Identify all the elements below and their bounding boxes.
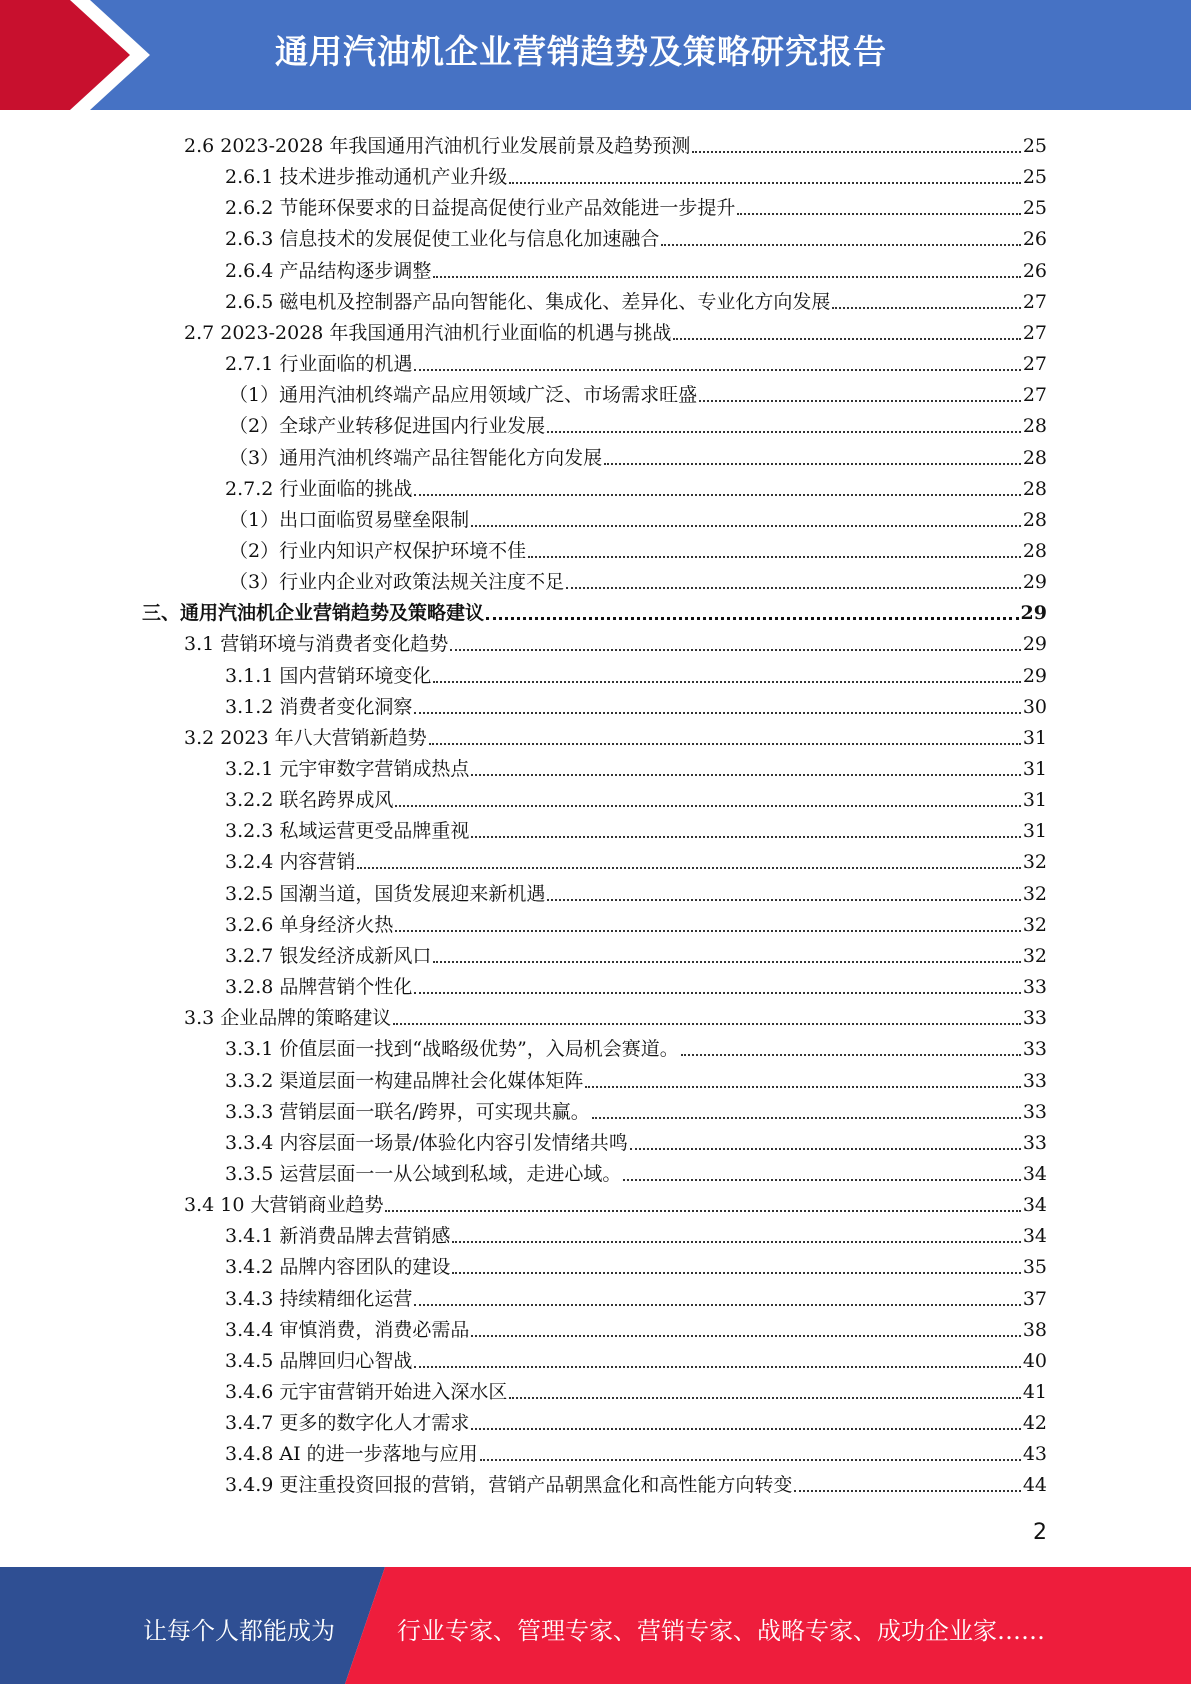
toc-entry-title: 3.2.3 私域运营更受品牌重视 [225, 820, 470, 843]
toc-entry-title: 3.3.3 营销层面一联名/跨界，可实现共赢。 [225, 1100, 590, 1123]
toc-entry-page: 27 [1022, 384, 1047, 407]
toc-entry-title: 3.4.3 持续精细化运营 [225, 1287, 413, 1310]
toc-entry-page: 25 [1022, 166, 1047, 189]
toc-entry-title: 2.6.1 技术进步推动通机产业升级 [225, 166, 508, 189]
toc-entry-title: 3.4.5 品牌回归心智战 [225, 1349, 413, 1372]
toc-entry[interactable] [225, 1093, 1047, 1124]
toc-entry-page: 34 [1022, 1194, 1047, 1217]
toc-entry-page: 31 [1022, 820, 1047, 843]
page-number: 2 [1033, 1520, 1047, 1545]
toc-dot-leader [450, 648, 1021, 651]
toc-entry-page: 28 [1022, 539, 1047, 562]
toc-entry[interactable] [225, 812, 1047, 843]
toc-entry[interactable] [229, 439, 1047, 470]
toc-dot-leader [395, 929, 1020, 932]
toc-entry[interactable] [184, 625, 1047, 656]
toc-entry[interactable] [229, 407, 1047, 438]
toc-entry[interactable] [225, 1280, 1047, 1311]
toc-entry-title: 2.7.1 行业面临的机遇 [225, 353, 413, 376]
toc-entry-title: 3.1.2 消费者变化洞察 [225, 695, 413, 718]
toc-entry[interactable] [225, 750, 1047, 781]
toc-entry-page: 29 [1022, 633, 1047, 656]
toc-entry[interactable] [225, 1155, 1047, 1186]
toc-dot-leader [393, 1022, 1021, 1025]
toc-entry-page: 34 [1022, 1162, 1047, 1185]
toc-dot-leader [592, 1116, 1021, 1119]
toc-entry-title: 2.6.4 产品结构逐步调整 [225, 259, 432, 282]
toc-dot-leader [414, 493, 1020, 496]
toc-entry-page: 27 [1022, 353, 1047, 376]
toc-entry-page: 32 [1022, 913, 1047, 936]
toc-entry-page: 26 [1022, 259, 1047, 282]
toc-dot-leader [566, 586, 1021, 589]
toc-entry-title: 3.2 2023 年八大营销新趋势 [184, 726, 427, 749]
toc-entry-title: 2.7.2 行业面临的挑战 [225, 477, 413, 500]
page-footer [0, 1567, 1191, 1684]
footer-slogan-left: 让每个人都能成为 [143, 1617, 335, 1645]
toc-entry-page: 32 [1022, 851, 1047, 874]
toc-entry-page: 25 [1022, 135, 1047, 157]
toc-entry[interactable] [225, 252, 1047, 283]
toc-dot-leader [471, 835, 1020, 838]
toc-entry-title: 3.4.9 更注重投资回报的营销，营销产品朝黑盒化和高性能方向转变 [225, 1474, 793, 1497]
toc-entry-page: 27 [1022, 290, 1047, 313]
toc-entry-title: 3.2.1 元宇审数字营销成热点 [225, 758, 470, 780]
toc-dot-leader [547, 430, 1021, 433]
toc-entry-title: 3.2.4 内容营销 [225, 851, 356, 874]
toc-entry-page: 31 [1022, 789, 1047, 812]
toc-entry-title: 3.3.5 运营层面一一从公域到私域，走进心域。 [225, 1162, 622, 1185]
toc-entry-page: 42 [1022, 1412, 1047, 1435]
toc-entry[interactable] [225, 1124, 1047, 1155]
toc-entry-title: 三、通用汽油机企业营销趋势及策略建议 [142, 602, 485, 625]
toc-entry[interactable] [225, 1062, 1047, 1093]
toc-entry[interactable] [225, 470, 1047, 501]
toc-entry-page: 44 [1022, 1474, 1047, 1497]
toc-entry-title: （2）全球产业转移促进国内行业发展 [229, 415, 546, 438]
toc-entry-title: 2.6.2 节能环保要求的日益提高促使行业产品效能进一步提升 [225, 197, 736, 220]
toc-entry[interactable] [225, 1248, 1047, 1279]
toc-entry[interactable] [184, 127, 1047, 158]
toc-entry-page: 34 [1022, 1225, 1047, 1248]
toc-entry-page: 43 [1022, 1443, 1047, 1466]
toc-entry-page: 32 [1022, 944, 1047, 967]
toc-dot-leader [623, 1178, 1020, 1181]
toc-entry-page: 29 [1022, 571, 1047, 594]
toc-entry-title: 2.6.3 信息技术的发展促使工业化与信息化加速融合 [225, 228, 660, 251]
toc-entry[interactable] [225, 1373, 1047, 1404]
toc-dot-leader [699, 399, 1021, 402]
toc-dot-leader [681, 1053, 1021, 1056]
toc-entry-title: 2.7 2023-2028 年我国通用汽油机行业面临的机遇与挑战 [184, 321, 672, 344]
toc-entry-title: 3.2.7 银发经济成新风口 [225, 944, 432, 967]
toc-dot-leader [692, 150, 1020, 153]
toc-entry[interactable] [225, 1435, 1047, 1466]
toc-dot-leader [395, 804, 1020, 807]
toc-dot-leader [661, 243, 1020, 246]
toc-entry[interactable] [225, 1217, 1047, 1248]
toc-entry[interactable] [225, 968, 1047, 999]
toc-entry-title: 3.2.8 品牌营销个性化 [225, 976, 413, 999]
toc-entry-title: （2）行业内知识产权保护环境不佳 [229, 539, 527, 562]
toc-entry[interactable] [184, 314, 1047, 345]
toc-entry-page: 40 [1022, 1349, 1047, 1372]
toc-dot-leader [471, 1427, 1020, 1430]
toc-entry-page: 28 [1022, 415, 1047, 438]
toc-entry[interactable] [225, 906, 1047, 937]
toc-entry[interactable] [229, 501, 1047, 532]
toc-entry-title: （1）通用汽油机终端产品应用领域广泛、市场需求旺盛 [229, 384, 698, 407]
toc-entry[interactable] [225, 283, 1047, 314]
toc-dot-leader [385, 1209, 1020, 1212]
toc-dot-leader [480, 1458, 1021, 1461]
toc-entry-page: 37 [1022, 1287, 1047, 1310]
toc-dot-leader [486, 616, 1019, 620]
toc-entry-title: 2.6.5 磁电机及控制器产品向智能化、集成化、差异化、专业化方向发展 [225, 290, 831, 313]
toc-entry-title: 3.1 营销环境与消费者变化趋势 [184, 633, 449, 656]
toc-entry-title: 3.3.2 渠道层面一构建品牌社会化媒体矩阵 [225, 1069, 584, 1092]
toc-entry[interactable] [225, 875, 1047, 906]
toc-entry[interactable] [184, 719, 1047, 750]
toc-dot-leader [471, 1334, 1020, 1337]
toc-entry-page: 33 [1022, 1069, 1047, 1092]
toc-dot-leader [414, 368, 1020, 371]
toc-entry[interactable] [225, 781, 1047, 812]
toc-entry-page: 33 [1022, 976, 1047, 999]
toc-entry[interactable] [225, 1342, 1047, 1373]
toc-dot-leader [452, 1271, 1020, 1274]
toc-dot-leader [452, 1240, 1020, 1243]
toc-dot-leader [414, 1303, 1020, 1306]
toc-entry[interactable] [225, 345, 1047, 376]
toc-entry[interactable] [225, 1030, 1047, 1061]
toc-entry-title: 3.4 10 大营销商业趋势 [184, 1194, 384, 1217]
toc-entry[interactable] [142, 594, 1047, 625]
toc-dot-leader [794, 1489, 1020, 1492]
toc-dot-leader [429, 742, 1021, 745]
footer-slogan-right: 行业专家、管理专家、营销专家、战略专家、成功企业家…… [397, 1617, 1045, 1645]
toc-entry-title: 3.4.7 更多的数字化人才需求 [225, 1412, 470, 1435]
toc-dot-leader [414, 711, 1020, 714]
toc-dot-leader [414, 1365, 1020, 1368]
toc-entry-title: 3.3 企业品牌的策略建议 [184, 1007, 392, 1030]
toc-dot-leader [433, 960, 1020, 963]
toc-dot-leader [832, 306, 1020, 309]
toc-entry-title: 3.3.4 内容层面一场景/体验化内容引发情绪共鸣 [225, 1131, 628, 1154]
toc-entry-title: 3.2.2 联名跨界成风 [225, 789, 394, 812]
toc-entry-title: 3.4.8 AI 的进一步落地与应用 [225, 1443, 478, 1466]
toc-entry-page: 35 [1022, 1256, 1047, 1279]
toc-entry-title: 2.6 2023-2028 年我国通用汽油机行业发展前景及趋势预测 [184, 135, 691, 157]
toc-entry-title: 3.3.1 价值层面一找到“战略级优势”，入局机会赛道。 [225, 1038, 679, 1061]
toc-entry-page: 30 [1022, 695, 1047, 718]
toc-entry-page: 38 [1022, 1318, 1047, 1341]
toc-entry-page: 41 [1022, 1381, 1047, 1403]
toc-dot-leader [414, 991, 1020, 994]
toc-entry-page: 29 [1020, 602, 1047, 625]
toc-entry-page: 28 [1022, 446, 1047, 469]
toc-entry-page: 31 [1022, 726, 1047, 749]
toc-entry-title: （3）通用汽油机终端产品往智能化方向发展 [229, 446, 603, 469]
toc-dot-leader [509, 181, 1020, 184]
toc-entry[interactable] [225, 1404, 1047, 1435]
toc-entry-page: 33 [1022, 1131, 1047, 1154]
toc-entry-page: 31 [1022, 758, 1047, 780]
toc-entry[interactable] [225, 688, 1047, 719]
toc-dot-leader [471, 773, 1020, 776]
toc-entry-title: 3.4.1 新消费品牌去营销感 [225, 1225, 451, 1248]
toc-entry[interactable] [225, 189, 1047, 220]
toc-dot-leader [547, 898, 1020, 901]
toc-entry[interactable] [225, 1311, 1047, 1342]
toc-entry[interactable] [225, 158, 1047, 189]
toc-entry[interactable] [225, 1466, 1047, 1497]
toc-entry[interactable] [229, 376, 1047, 407]
toc-entry[interactable] [184, 999, 1047, 1030]
toc-entry[interactable] [184, 1186, 1047, 1217]
toc-dot-leader [357, 866, 1020, 869]
toc-dot-leader [509, 1396, 1020, 1399]
toc-entry[interactable] [229, 563, 1047, 594]
toc-entry[interactable] [225, 843, 1047, 874]
document-title: 通用汽油机企业营销趋势及策略研究报告 [275, 32, 887, 71]
toc-dot-leader [604, 462, 1021, 465]
toc-entry-page: 28 [1022, 508, 1047, 531]
toc-entry[interactable] [225, 937, 1047, 968]
toc-dot-leader [585, 1085, 1020, 1088]
toc-entry-title: 3.2.5 国潮当道，国货发展迎来新机遇 [225, 882, 546, 905]
toc-entry-page: 33 [1022, 1100, 1047, 1123]
toc-entry[interactable] [225, 657, 1047, 688]
toc-dot-leader [433, 680, 1020, 683]
toc-entry-page: 27 [1022, 321, 1047, 344]
toc-dot-leader [673, 337, 1020, 340]
toc-entry-title: 3.4.2 品牌内容团队的建设 [225, 1256, 451, 1279]
toc-entry[interactable] [225, 220, 1047, 251]
toc-entry-page: 29 [1022, 664, 1047, 687]
toc-entry-title: 3.2.6 单身经济火热 [225, 913, 394, 936]
toc-dot-leader [471, 524, 1021, 527]
toc-entry-title: （1）出口面临贸易壁垒限制 [229, 508, 470, 531]
page-header [0, 0, 1191, 110]
toc-entry[interactable] [229, 532, 1047, 563]
toc-entry-page: 33 [1022, 1007, 1047, 1030]
toc-dot-leader [433, 275, 1020, 278]
toc-entry-title: 3.1.1 国内营销环境变化 [225, 664, 432, 687]
toc-dot-leader [630, 1147, 1021, 1150]
toc-entry-page: 25 [1022, 197, 1047, 220]
toc-entry-title: 3.4.4 审慎消费，消费必需品 [225, 1318, 470, 1341]
toc-entry-page: 26 [1022, 228, 1047, 251]
toc-entry-page: 33 [1022, 1038, 1047, 1061]
toc-entry-page: 32 [1022, 882, 1047, 905]
toc-entry-title: （3）行业内企业对政策法规关注度不足 [229, 571, 565, 594]
toc-entry-page: 28 [1022, 477, 1047, 500]
toc-dot-leader [528, 555, 1021, 558]
toc-dot-leader [737, 212, 1020, 215]
toc-entry-title: 3.4.6 元宇宙营销开始进入深水区 [225, 1381, 508, 1403]
